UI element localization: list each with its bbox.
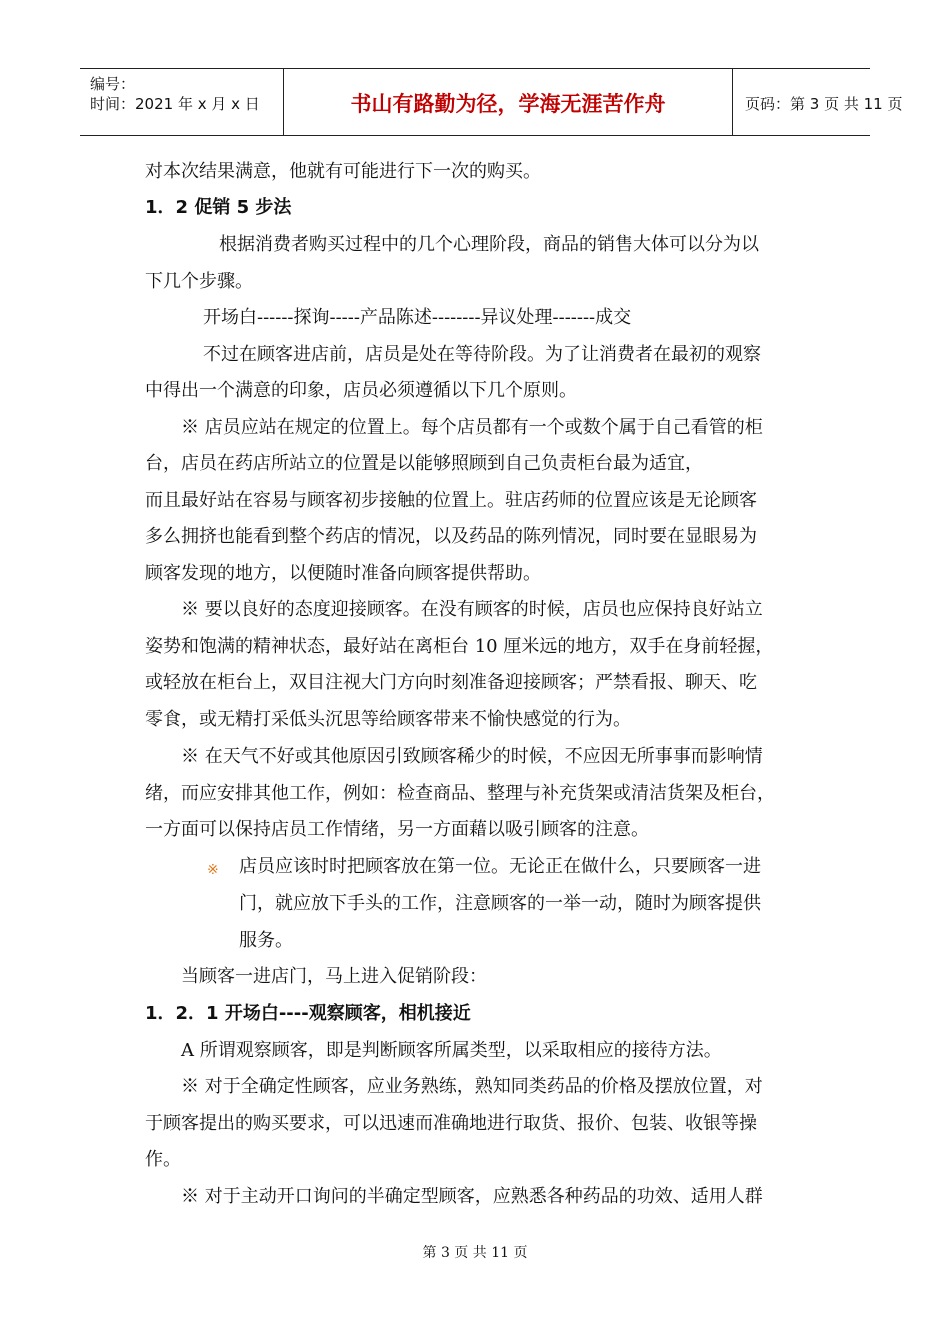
paragraph-line: 顾客发现的地方，以便随时准备向顾客提供帮助。 [145, 563, 541, 584]
bullet-line: ※ 店员应站在规定的位置上。每个店员都有一个或数个属于自己看管的柜 [181, 417, 763, 438]
header-motto: 书山有路勤为径，学海无涯苦作舟 [350, 92, 666, 116]
orange-bullet-icon: ※ [207, 862, 219, 878]
section-heading-1-2-1: 1．2．1 开场白----观察顾客，相机接近 [145, 1003, 471, 1024]
page-header [80, 68, 903, 136]
paragraph-line: 作。 [145, 1149, 181, 1170]
bullet-line: ※ 要以良好的态度迎接顾客。在没有顾客的时候，店员也应保持良好站立 [181, 599, 763, 620]
paragraph-line: 中得出一个满意的印象，店员必须遵循以下几个原则。 [145, 380, 577, 401]
bullet-line: 店员应该时时把顾客放在第一位。无论正在做什么，只要顾客一进 [239, 856, 761, 877]
paragraph-line: 于顾客提出的购买要求，可以迅速而准确地进行取货、报价、包装、收银等操 [145, 1113, 757, 1134]
header-page-cell [733, 69, 903, 135]
paragraph-line: 下几个步骤。 [145, 271, 253, 292]
paragraph-line: 服务。 [239, 930, 293, 951]
paragraph-line: 或轻放在柜台上，双目注视大门方向时刻准备迎接顾客；严禁看报、聊天、吃 [145, 672, 757, 693]
paragraph-line: 而且最好站在容易与顾客初步接触的位置上。驻店药师的位置应该是无论顾客 [145, 490, 757, 511]
paragraph-line: 多么拥挤也能看到整个药店的情况，以及药品的陈列情况，同时要在显眼易为 [145, 526, 757, 547]
paragraph-line: 不过在顾客进店前，店员是处在等待阶段。为了让消费者在最初的观察 [203, 344, 761, 365]
paragraph-line: 当顾客一进店门，马上进入促销阶段： [181, 966, 487, 987]
paragraph-line: 台，店员在药店所站立的位置是以能够照顾到自己负责柜台最为适宜， [145, 453, 703, 474]
document-date-label: 时间：2021 年 x 月 x 日 [90, 95, 260, 113]
paragraph-line: A 所谓观察顾客，即是判断顾客所属类型，以采取相应的接待方法。 [181, 1040, 722, 1061]
page-footer: 第 3 页 共 11 页 [422, 1245, 528, 1261]
section-heading-1-2: 1．2 促销 5 步法 [145, 197, 292, 218]
bullet-line: ※ 在天气不好或其他原因引致顾客稀少的时候，不应因无所事事而影响情 [181, 746, 763, 767]
header-motto-cell [283, 69, 733, 135]
header-meta-cell [80, 69, 283, 135]
document-number-label: 编号： [90, 75, 136, 93]
bullet-line: ※ 对于主动开口询问的半确定型顾客，应熟悉各种药品的功效、适用人群 [181, 1186, 763, 1207]
paragraph-line: 一方面可以保持店员工作情绪，另一方面藉以吸引顾客的注意。 [145, 819, 649, 840]
bullet-line: ※ 对于全确定性顾客，应业务熟练，熟知同类药品的价格及摆放位置，对 [181, 1076, 763, 1097]
header-page-info: 页码：第 3 页 共 11 页 [745, 95, 903, 113]
paragraph-line: 零食，或无精打采低头沉思等给顾客带来不愉快感觉的行为。 [145, 709, 631, 730]
sales-steps-line: 开场白------探询-----产品陈述--------异议处理-------成交 [203, 307, 632, 328]
paragraph-line: 对本次结果满意，他就有可能进行下一次的购买。 [145, 161, 541, 182]
paragraph-line: 姿势和饱满的精神状态，最好站在离柜台 10 厘米远的地方，双手在身前轻握， [145, 636, 774, 657]
paragraph-line: 绪，而应安排其他工作，例如：检查商品、整理与补充货架或清洁货架及柜台， [145, 783, 775, 804]
paragraph-line: 根据消费者购买过程中的几个心理阶段，商品的销售大体可以分为以 [219, 234, 759, 255]
paragraph-line: 门，就应放下手头的工作，注意顾客的一举一动，随时为顾客提供 [239, 893, 761, 914]
